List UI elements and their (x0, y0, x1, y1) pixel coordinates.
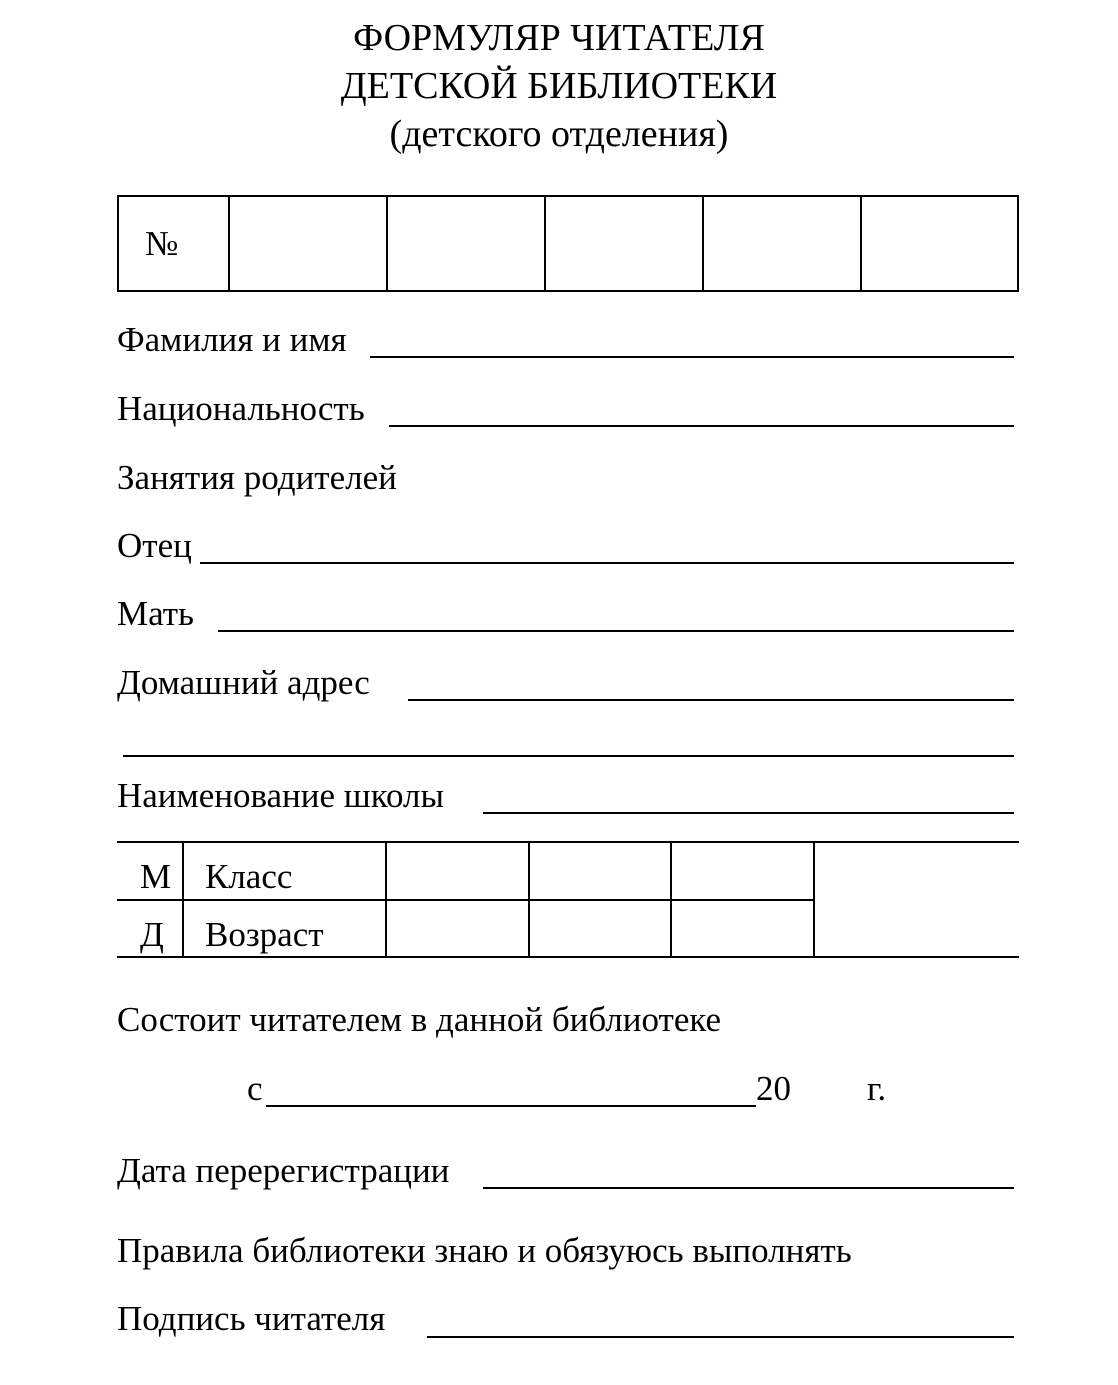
father-field[interactable] (200, 562, 1014, 564)
class-cell-2[interactable] (531, 844, 669, 898)
class-table-extra-cell[interactable] (816, 844, 1018, 955)
mother-label: Мать (117, 594, 195, 633)
class-label: Класс (205, 857, 293, 896)
home-address-label: Домашний адрес (117, 663, 370, 702)
signature-label: Подпись читателя (117, 1299, 386, 1338)
rules-statement: Правила библиотеки знаю и обязуюсь выполнять (117, 1231, 852, 1270)
mother-field[interactable] (218, 630, 1014, 632)
form-title-line2: ДЕТСКОЙ БИБЛИОТЕКИ (340, 65, 778, 107)
class-table-top-border (117, 841, 1019, 843)
reregistration-field[interactable] (483, 1187, 1014, 1189)
class-table-divider (528, 841, 530, 958)
home-address-field-line2[interactable] (123, 755, 1014, 757)
father-label: Отец (117, 526, 192, 565)
surname-name-label: Фамилия и имя (117, 320, 347, 359)
class-table-middle-border (117, 899, 814, 901)
parents-occupation-label: Занятия родителей (117, 458, 397, 497)
number-table-divider (702, 195, 704, 292)
number-digit-cell-4[interactable] (705, 198, 858, 290)
number-table-divider (544, 195, 546, 292)
membership-year-prefix: 20 (756, 1069, 791, 1108)
gender-d-label: Д (140, 915, 164, 954)
membership-since-field[interactable] (266, 1105, 756, 1107)
school-name-label: Наименование школы (117, 776, 444, 815)
gender-m-label: М (140, 857, 172, 896)
class-table-divider (385, 841, 387, 958)
age-cell-1[interactable] (388, 902, 527, 955)
nationality-label: Национальность (117, 389, 365, 428)
number-digit-cell-1[interactable] (231, 198, 384, 290)
number-table-divider (228, 195, 230, 292)
number-digit-cell-2[interactable] (389, 198, 542, 290)
number-table-divider (386, 195, 388, 292)
age-cell-2[interactable] (531, 902, 669, 955)
class-table-divider (813, 841, 815, 958)
reregistration-label: Дата перерегистрации (117, 1151, 450, 1190)
number-sign-label: № (145, 224, 179, 263)
number-digit-cell-3[interactable] (547, 198, 700, 290)
membership-text: Состоит читателем в данной библиотеке (117, 1000, 722, 1039)
school-name-field[interactable] (483, 812, 1014, 814)
signature-field[interactable] (427, 1336, 1014, 1338)
class-table-divider (670, 841, 672, 958)
class-table-divider (182, 841, 184, 958)
number-digit-cell-5[interactable] (863, 198, 1016, 290)
number-table-divider (860, 195, 862, 292)
form-title-line1: ФОРМУЛЯР ЧИТАТЕЛЯ (353, 17, 765, 59)
form-subtitle: (детского отделения) (389, 113, 729, 155)
age-label: Возраст (205, 915, 324, 954)
surname-name-field[interactable] (370, 356, 1014, 358)
home-address-field[interactable] (408, 699, 1014, 701)
class-table-bottom-border (117, 956, 1019, 958)
nationality-field[interactable] (389, 425, 1014, 427)
class-cell-3[interactable] (673, 844, 812, 898)
membership-year-suffix: г. (867, 1069, 887, 1108)
age-cell-3[interactable] (673, 902, 812, 955)
membership-since-prefix: с (247, 1069, 263, 1108)
class-cell-1[interactable] (388, 844, 527, 898)
